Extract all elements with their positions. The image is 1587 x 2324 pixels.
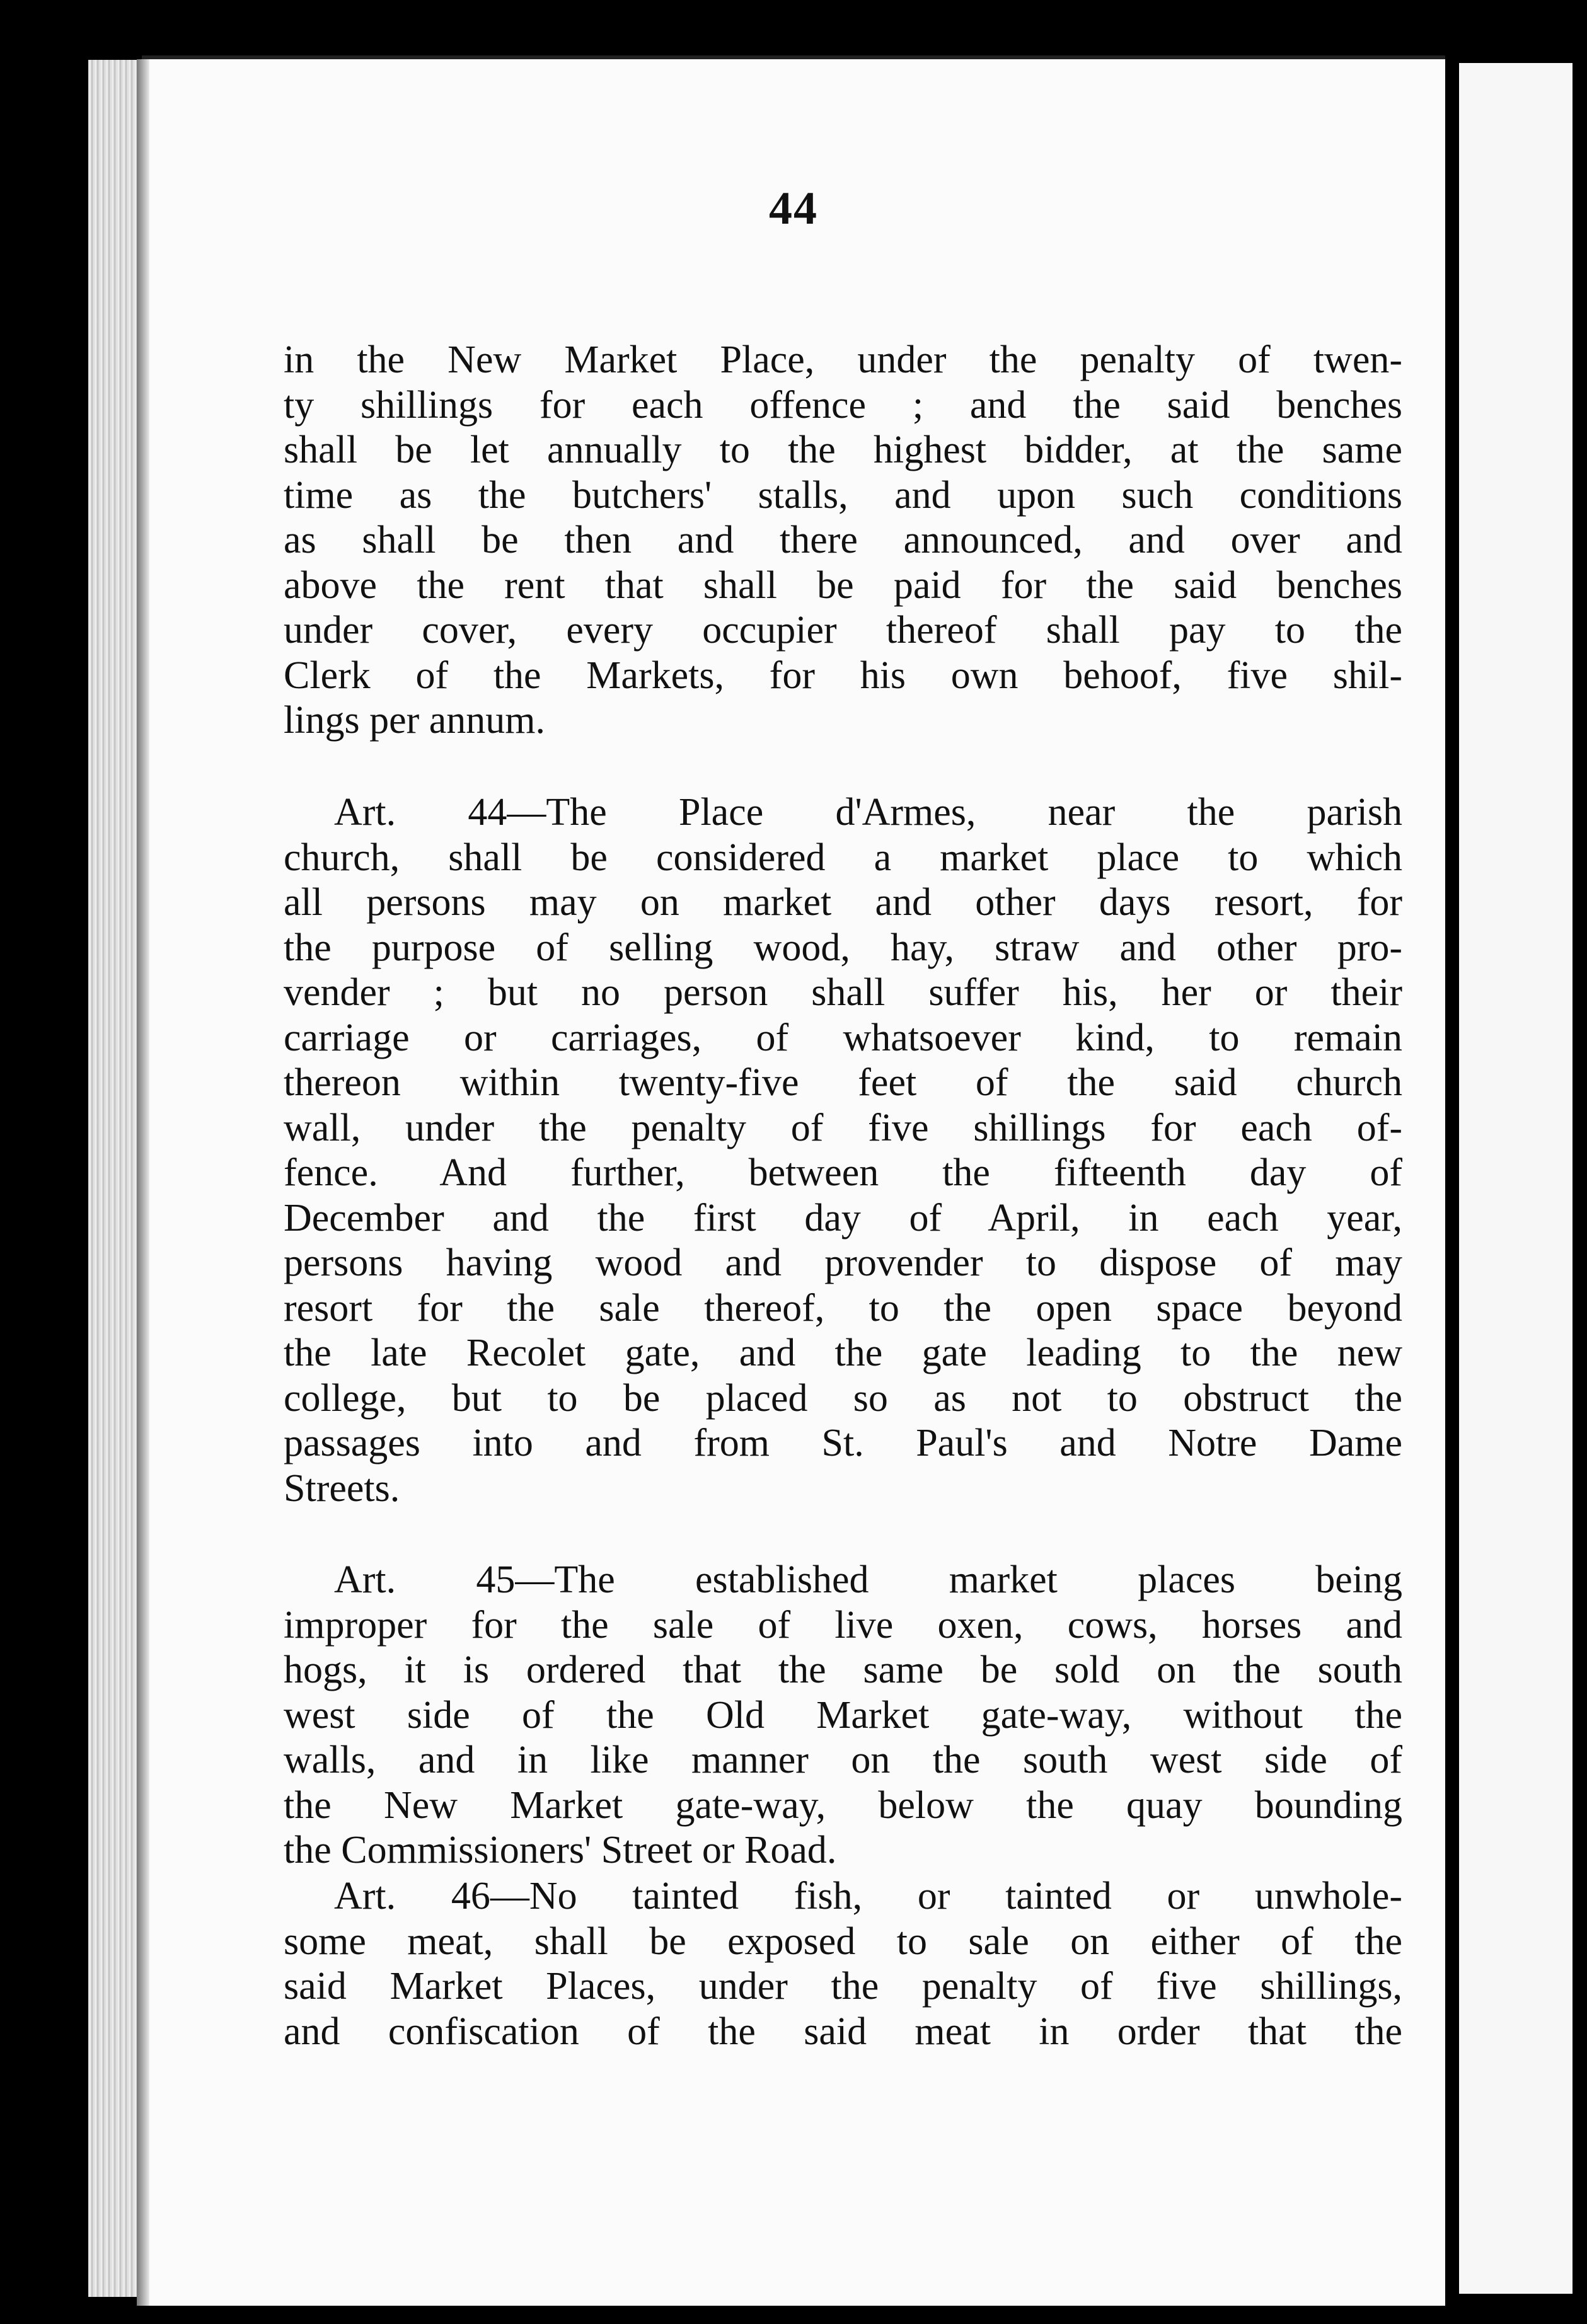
text-line: west side of the Old Market gate-way, without the (284, 1693, 1402, 1737)
article-heading-line: Art. 44—The Place d'Armes, near the parish (334, 791, 1402, 834)
text-line: college, but to be placed so as not to obstruct the (284, 1376, 1402, 1420)
text-line: and confiscation of the said meat in order that the (284, 2010, 1402, 2053)
text-line: passages into and from St. Paul's and Notre Dame (284, 1422, 1402, 1464)
text-line: in the New Market Place, under the penalty of twen- (284, 338, 1402, 381)
text-line: December and the first day of April, in each year, (284, 1196, 1402, 1240)
text-line: carriage or carriages, of whatsoever kind, to remain (284, 1016, 1402, 1059)
paragraph-art-44 (284, 790, 1402, 1511)
text-line: time as the butchers' stalls, and upon such conditions (284, 473, 1402, 517)
text-line: ty shillings for each offence ; and the said benches (284, 383, 1402, 427)
facing-page-edge (1459, 63, 1573, 2294)
text-line: the late Recolet gate, and the gate leading to the new (284, 1332, 1402, 1374)
text-line: fence. And further, between the fifteenth day of (284, 1151, 1402, 1194)
text-line: walls, and in like manner on the south west side of (284, 1739, 1402, 1781)
paragraph-art-46 (284, 1874, 1402, 2054)
text-line: resort for the sale thereof, to the open space beyond (284, 1286, 1402, 1330)
text-line: Streets. (284, 1466, 400, 1510)
text-line: some meat, shall be exposed to sale on either of the (284, 1919, 1402, 1963)
text-line: above the rent that shall be paid for the said benches (284, 563, 1402, 607)
text-line: said Market Places, under the penalty of five shillings, (284, 1965, 1402, 2008)
text-line: the New Market gate-way, below the quay bounding (284, 1783, 1402, 1827)
text-line: the Commissioners' Street or Road. (284, 1829, 837, 1872)
text-line: the purpose of selling wood, hay, straw and other pro- (284, 926, 1402, 969)
text-line: as shall be then and there announced, and over and (284, 519, 1402, 561)
page-number: 44 (769, 183, 818, 234)
text-line: under cover, every occupier thereof shall pay to the (284, 609, 1402, 652)
text-line: vender ; but no person shall suffer his, her or their (284, 971, 1402, 1014)
paragraph-continuation (284, 338, 1402, 744)
text-line: shall be let annually to the highest bidder, at the same (284, 429, 1402, 471)
text-line: lings per annum. (284, 699, 545, 742)
article-heading-line: Art. 46—No tainted fish, or tainted or unwhole- (334, 1875, 1402, 1918)
text-line: hogs, it is ordered that the same be sold on the south (284, 1648, 1402, 1691)
text-line: wall, under the penalty of five shillings for each of- (284, 1106, 1402, 1149)
article-heading-line: Art. 45—The established market places being (334, 1558, 1402, 1601)
text-line: thereon within twenty-five feet of the said church (284, 1061, 1402, 1104)
paragraph-art-45 (284, 1558, 1402, 1873)
text-line: all persons may on market and other days resort, for (284, 881, 1402, 924)
book-page (142, 55, 1445, 2306)
text-line: improper for the sale of live oxen, cows, horses and (284, 1603, 1402, 1647)
text-line: persons having wood and provender to dispose of may (284, 1241, 1402, 1284)
text-line: Clerk of the Markets, for his own behoof, five shil- (284, 653, 1402, 697)
text-line: church, shall be considered a market place to which (284, 836, 1402, 879)
